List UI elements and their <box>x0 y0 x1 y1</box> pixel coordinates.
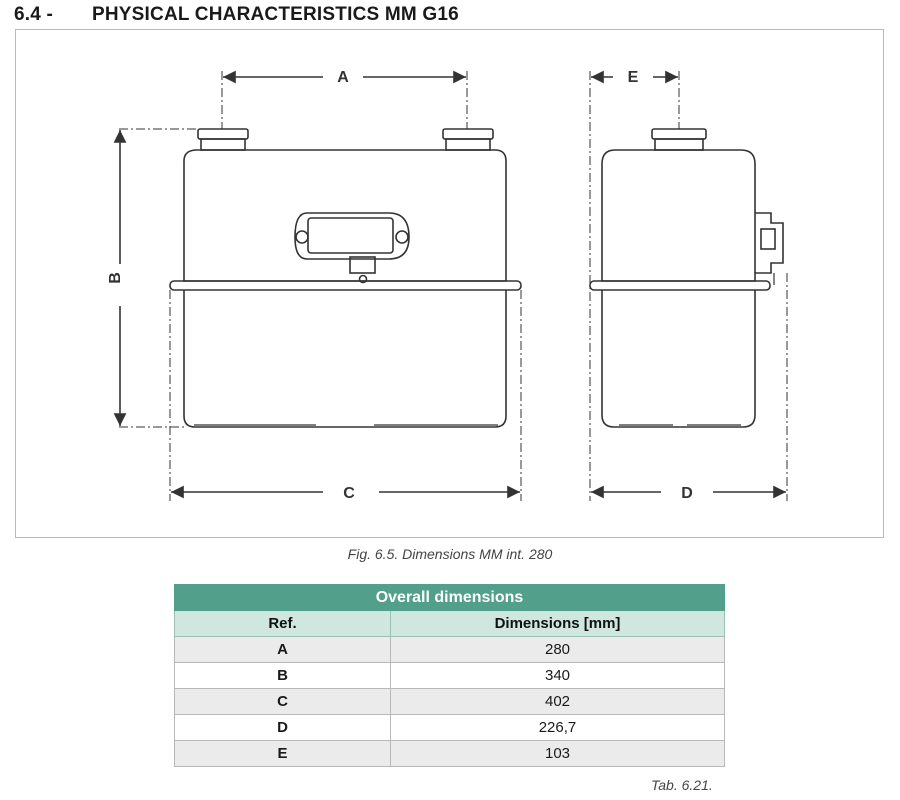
column-header-dimensions: Dimensions [mm] <box>391 611 725 637</box>
column-header-ref: Ref. <box>175 611 391 637</box>
side-index-detail <box>761 229 775 249</box>
dimension-label-b: B <box>107 272 124 284</box>
side-body-upper <box>602 150 755 281</box>
row-ref: B <box>175 663 391 689</box>
dimension-label-a: A <box>337 69 349 86</box>
side-body-lower <box>602 290 755 427</box>
row-ref: E <box>175 741 391 767</box>
row-value: 103 <box>391 741 725 767</box>
display-screw-left <box>296 231 308 243</box>
front-view <box>170 129 521 427</box>
row-value: 226,7 <box>391 715 725 741</box>
section-title: PHYSICAL CHARACTERISTICS MM G16 <box>92 4 459 25</box>
display-screw-right <box>396 231 408 243</box>
table-row <box>175 689 725 715</box>
row-ref: A <box>175 637 391 663</box>
dimension-label-c: C <box>343 485 355 502</box>
section-number: 6.4 - <box>14 4 54 25</box>
dimension-label-e: E <box>627 69 639 86</box>
front-fitting-left-base <box>201 139 245 150</box>
extension-lines <box>119 71 787 501</box>
table-row <box>175 637 725 663</box>
front-fitting-right <box>443 129 493 139</box>
side-fitting-base <box>655 139 703 150</box>
section-heading <box>14 4 459 26</box>
table-row <box>175 741 725 767</box>
side-fitting <box>652 129 706 139</box>
display-window <box>308 218 393 253</box>
front-fitting-right-base <box>446 139 490 150</box>
table-reference: Tab. 6.21. <box>651 777 713 793</box>
row-value: 340 <box>391 663 725 689</box>
side-view <box>590 129 783 427</box>
table-title: Overall dimensions <box>175 585 725 611</box>
side-flange <box>590 281 770 290</box>
front-flange <box>170 281 521 290</box>
row-value: 402 <box>391 689 725 715</box>
dimensions-table <box>174 584 725 767</box>
row-ref: C <box>175 689 391 715</box>
table-row <box>175 715 725 741</box>
row-ref: D <box>175 715 391 741</box>
meter-drawing <box>16 30 885 539</box>
front-body-lower <box>184 290 506 427</box>
row-value: 280 <box>391 637 725 663</box>
table-row <box>175 663 725 689</box>
figure-caption: Fig. 6.5. Dimensions MM int. 280 <box>347 546 553 562</box>
figure-frame <box>15 29 884 538</box>
front-fitting-left <box>198 129 248 139</box>
front-body-upper <box>184 150 506 281</box>
dimension-label-d: D <box>681 485 693 502</box>
side-index-profile <box>755 213 783 273</box>
